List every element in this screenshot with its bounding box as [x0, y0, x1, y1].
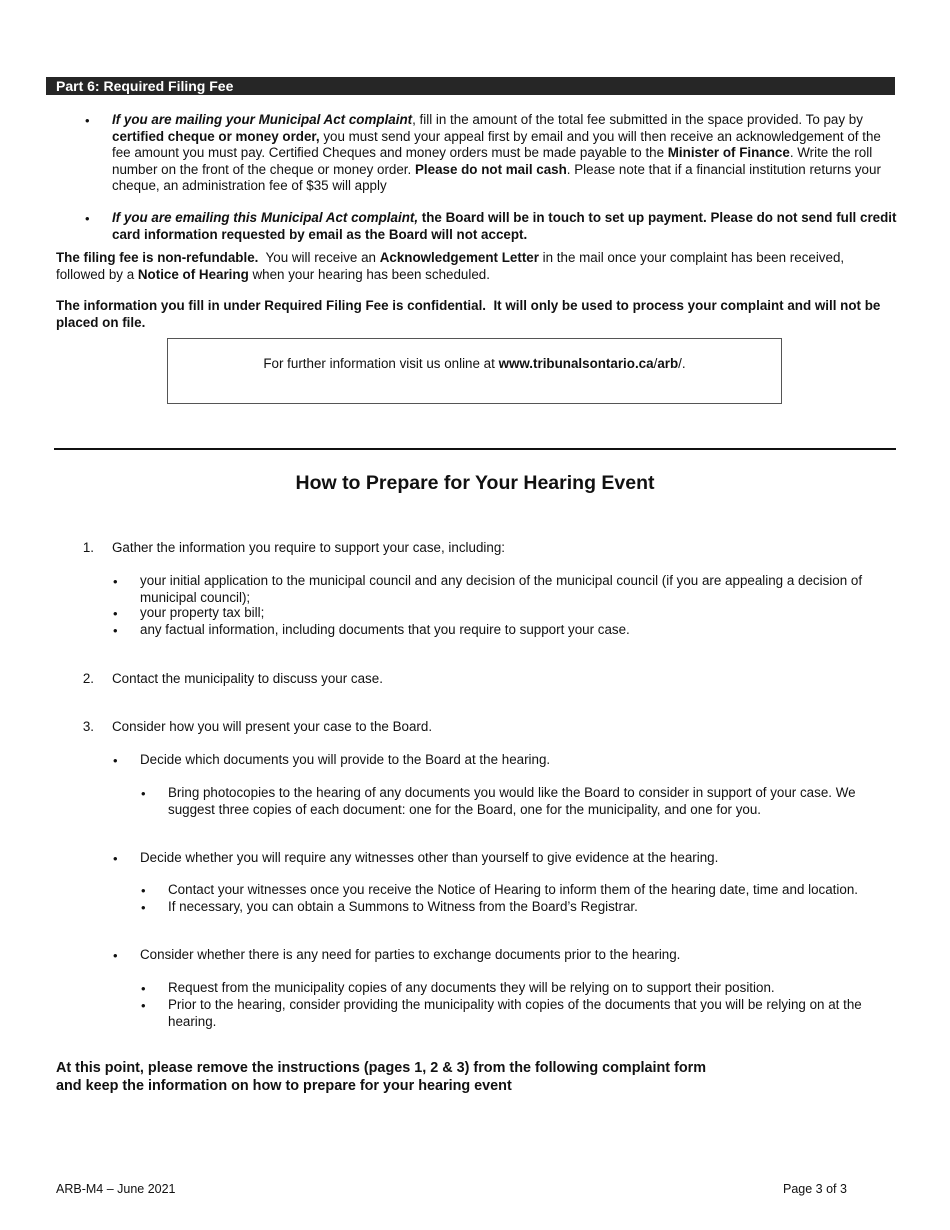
further-info-box: For further information visit us online at www.tribunalsontario.ca/arb/. [167, 338, 782, 404]
bullet-marker: • [141, 981, 146, 996]
list-item: Decide whether you will require any witnesses other than yourself to give evidence at the hearing. [140, 850, 719, 865]
section-divider [54, 448, 896, 450]
list-item: Contact your witnesses once you receive the Notice of Hearing to inform them of the hearing date, time and location. [168, 882, 858, 897]
bullet-marker: • [113, 623, 118, 638]
bullet-marker: • [141, 900, 146, 915]
list-item: your property tax bill; [140, 605, 265, 620]
list-item: Request from the municipality copies of any documents they will be relying on to support their position. [168, 980, 775, 995]
list-item: your initial application to the municipal council and any decision of the municipal council (if you are appealing a decision of municipal council); [140, 573, 863, 605]
bullet-marker: • [113, 606, 118, 621]
bullet-marker: • [85, 211, 90, 226]
step-number: 2. [82, 671, 94, 686]
bullet-marker: • [141, 883, 146, 898]
list-item: If necessary, you can obtain a Summons to Witness from the Board’s Registrar. [168, 899, 638, 914]
step-1-text: Gather the information you require to support your case, including: [112, 540, 506, 555]
step-3-text: Consider how you will present your case to the Board. [112, 719, 433, 734]
step-number: 1. [82, 540, 94, 555]
step-number: 3. [82, 719, 94, 734]
list-item: any factual information, including documents that you require to support your case. [140, 622, 630, 637]
step-2-text: Contact the municipality to discuss your case. [112, 671, 383, 686]
page-number: Page 3 of 3 [783, 1182, 847, 1196]
list-item: Prior to the hearing, consider providing the municipality with copies of the documents that you will be relying on at the hearing. [168, 997, 862, 1029]
bullet-marker: • [113, 948, 118, 963]
website-link[interactable]: www.tribunalsontario.ca/arb [498, 356, 679, 371]
emailing-instructions: If you are emailing this Municipal Act complaint, the Board will be in touch to set up payment. Please do not send full credit card information requested by email as the Board will not accept. [112, 210, 897, 242]
closing-instruction: At this point, please remove the instructions (pages 1, 2 & 3) from the following complaint form and keep the information on how to prepare for your hearing event [56, 1060, 707, 1094]
bullet-marker: • [113, 851, 118, 866]
form-id: ARB-M4 – June 2021 [56, 1182, 176, 1196]
page-title: How to Prepare for Your Hearing Event [295, 472, 655, 494]
section-header-part6: Part 6: Required Filing Fee [46, 77, 895, 95]
bullet-marker: • [85, 113, 90, 128]
mailing-instructions: If you are mailing your Municipal Act complaint, fill in the amount of the total fee submitted in the space provided. To pay by certified cheque or money order, you must send your appeal first by email and you will then receive an acknowledgement of the fee amount you must pay. Certified Cheques and money orders must be made payable to the Minister of Finance. Write the roll number on the front of the cheque or money order. Please do not mail cash. Please note that if a financial institution returns your cheque, an administration fee of $35 will apply [112, 112, 881, 193]
non-refundable-notice: The filing fee is non-refundable. You will receive an Acknowledgement Letter in the mail once your complaint has been received, followed by a Notice of Hearing when your hearing has been scheduled. [56, 250, 845, 282]
list-item: Bring photocopies to the hearing of any documents you would like the Board to consider in support of your case. We suggest three copies of each document: one for the Board, one for the municipality, and one for you. [168, 785, 856, 817]
bullet-marker: • [113, 753, 118, 768]
list-item: Consider whether there is any need for parties to exchange documents prior to the hearing. [140, 947, 681, 962]
list-item: Decide which documents you will provide to the Board at the hearing. [140, 752, 551, 767]
bullet-marker: • [141, 998, 146, 1013]
confidential-notice: The information you fill in under Required Filing Fee is confidential. It will only be used to process your complaint and will not be placed on file. [56, 298, 885, 330]
bullet-marker: • [113, 574, 118, 589]
bullet-marker: • [141, 786, 146, 801]
